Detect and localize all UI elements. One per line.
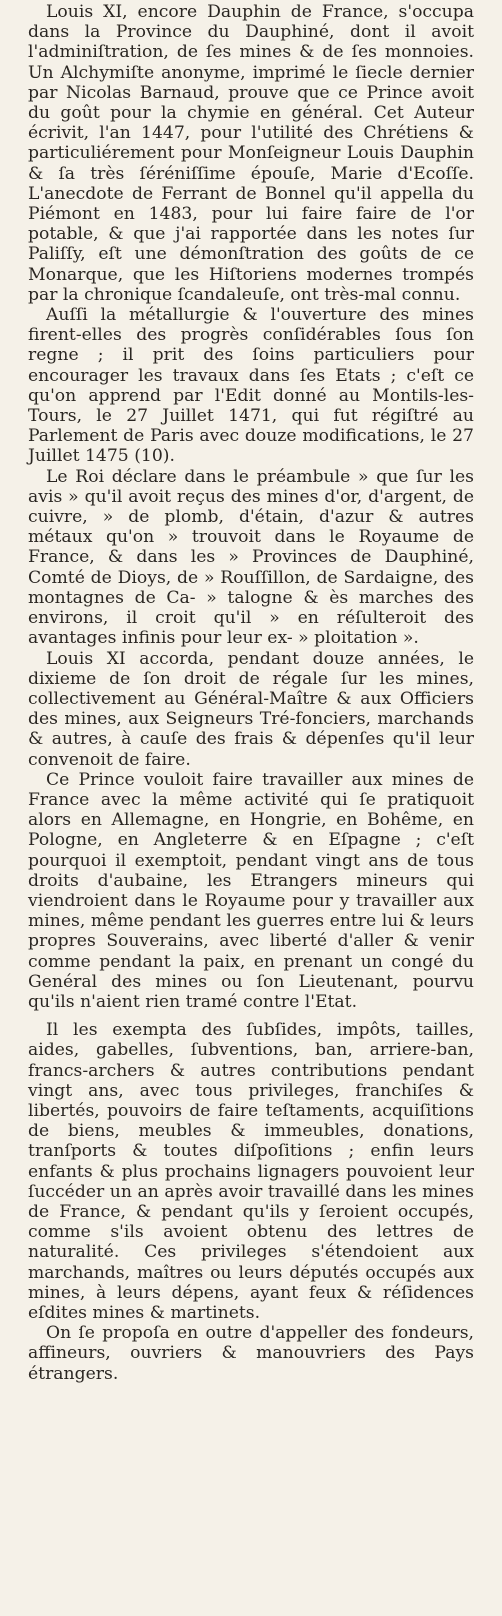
paragraph-5: Ce Prince vouloit faire travailler aux mines de France avec la même activité qui ſe pratiquoit alors en Allemagne, en Hongrie, en Bohême, en Pologne, en Angleterre & en Eſpagne ; c'eſt pourquoi il exemptoit, pendant vingt ans de tous droits d'aubaine, les Etrangers mineurs qui viendroient dans le Royaume pour y travailler aux mines, même pendant les guerres entre lui & leurs propres Souverains, avec liberté d'aller & venir comme pendant la paix, en prenant un congé du Genéral des mines ou ſon Lieutenant, pourvu qu'ils n'aient rien tramé contre l'Etat.: [28, 769, 474, 1012]
paragraph-3-quotation: Le Roi déclare dans le préambule » que ſur les avis » qu'il avoit reçus des mines d'or, d'argent, de cuivre, » de plomb, d'étain, d'azur & autres métaux qu'on » trouvoit dans le Royaume de France, & dans les » Provinces de Dauphiné, Comté de Dioys, de » Rouſſillon, de Sardaigne, des montagnes de Ca- » talogne & ès marches des environs, il croit qu'il » en réſulteroit des avantages infinis pour leur ex- » ploitation ».: [28, 466, 474, 649]
page-text-block: [28, 2, 474, 1384]
paragraph-1: Louis XI, encore Dauphin de France, s'occupa dans la Province du Dauphiné, dont il avoit l'adminiſtration, de ſes mines & de ſes monnoies. Un Alchymiſte anonyme, imprimé le ſiecle dernier par Nicolas Barnaud, prouve que ce Prince avoit du goût pour la chymie en général. Cet Auteur écrivit, l'an 1447, pour l'utilité des Chrétiens & particuliérement pour Monſeigneur Louis Dauphin & ſa très ſéréniſſime épouſe, Marie d'Ecoſſe. L'anecdote de Ferrant de Bonnel qu'il appella du Piémont en 1483, pour lui faire faire de l'or potable, & que j'ai rapportée dans les notes ſur Paliſſy, eſt une démonſtration des goûts de ce Monarque, que les Hiſtoriens modernes trompés par la chronique ſcandaleuſe, ont très-mal connu.: [28, 2, 474, 305]
paragraph-6: Il les exempta des ſubſides, impôts, tailles, aides, gabelles, ſubventions, ban, arriere-ban, francs-archers & autres contributions pendant vingt ans, avec tous privileges, franchiſes & libertés, pouvoirs de faire teſtaments, acquiſitions de biens, meubles & immeubles, donations, tranſports & toutes diſpoſitions ; enfin leurs enfants & plus prochains lignagers pouvoient leur ſuccéder un an après avoir travaillé dans les mines de France, & pendant qu'ils y ſeroient occupés, comme s'ils avoient obtenu des lettres de naturalité. Ces privileges s'étendoient aux marchands, maîtres ou leurs députés occupés aux mines, à leurs dépens, ayant feux & réſidences eſdites mines & martinets.: [28, 1020, 474, 1323]
paragraph-4: Louis XI accorda, pendant douze années, le dixieme de ſon droit de régale ſur les mines, collectivement au Général-Maître & aux Officiers des mines, aux Seigneurs Tré-fonciers, marchands & autres, à cauſe des frais & dépenſes qu'il leur convenoit de faire.: [28, 648, 474, 770]
paragraph-7: On ſe propoſa en outre d'appeller des fondeurs, affineurs, ouvriers & manouvriers des Pays étrangers.: [28, 1323, 474, 1384]
paragraph-2: Auſſi la métallurgie & l'ouverture des mines firent-elles des progrès conſidérables ſous ſon regne ; il prit des ſoins particuliers pour encourager les travaux dans ſes Etats ; c'eſt ce qu'on apprend par l'Edit donné au Montils-les-Tours, le 27 Juillet 1471, qui fut régiſtré au Parlement de Paris avec douze modifications, le 27 Juillet 1475 (10).: [28, 305, 474, 467]
